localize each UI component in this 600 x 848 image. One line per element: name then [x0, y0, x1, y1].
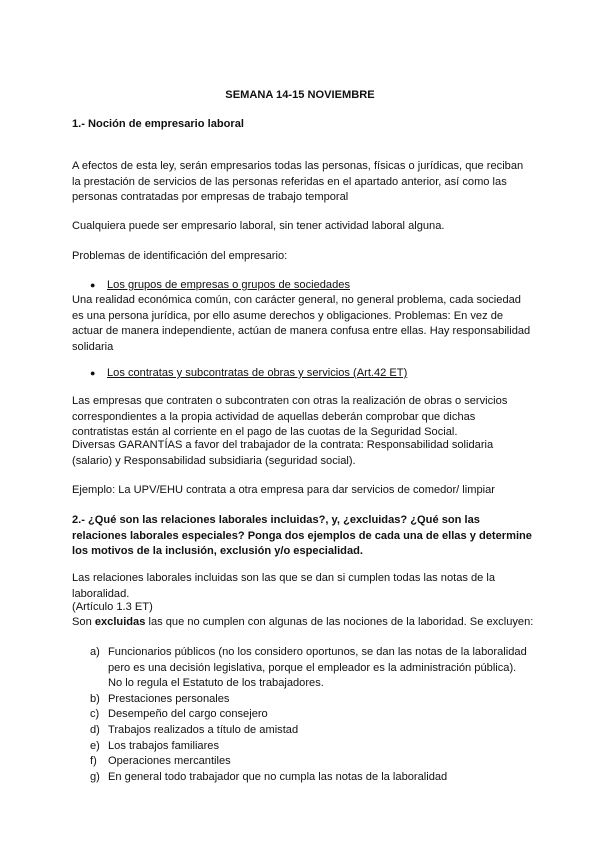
- section1-para3: Problemas de identificación del empresario:: [72, 250, 288, 262]
- bullet-label: Los contratas y subcontratas de obras y servicios (Art.42 ET): [107, 367, 408, 379]
- list-item-text: Trabajos realizados a título de amistad: [108, 723, 299, 736]
- list-item: [90, 739, 530, 755]
- bullet-icon: ●: [90, 368, 96, 378]
- list-marker: a): [90, 646, 100, 658]
- section1-para2: Cualquiera puede ser empresario laboral, sin tener actividad laboral alguna.: [72, 220, 445, 232]
- example-text: Ejemplo: La UPV/EHU contrata a otra empresa para dar servicios de comedor/ limpiar: [72, 484, 495, 496]
- bullet-label: Los grupos de empresas o grupos de sociedades: [107, 279, 350, 291]
- list-item-text: Funcionarios públicos (no los considero oportunos, se dan las notas de la laboralidad pero es una decisión legislativa, porque el empleador es la administración pública). No lo regula el Estatuto de los trabajadores.: [108, 646, 527, 690]
- list-item-text: Prestaciones personales: [108, 692, 230, 705]
- list-item: [90, 770, 530, 786]
- section2-heading: 2.- ¿Qué son las relaciones laborales incluidas?, y, ¿excluidas? ¿Qué son las relaciones laborales especiales? Ponga dos ejemplos de cada una de ellas y determine los motivos de la inclusión, exclusión y/o especialidad.: [72, 514, 532, 558]
- bullet2-text: Las empresas que contraten o subcontraten con otras la realización de obras o servicios correspondientes a la propia actividad de aquellas deberán comprobar que dichas contratistas están al corriente en el pago de las cuotas de la Seguridad Social.: [72, 395, 508, 439]
- list-marker: c): [90, 708, 100, 721]
- list-marker: b): [90, 692, 100, 705]
- section1-para1: A efectos de esta ley, serán empresarios todas las personas, físicas o jurídicas, que reciban la prestación de servicios de las personas referidas en el apartado anterior, así como las personas contratadas por empresas de trabajo temporal: [72, 160, 524, 204]
- list-item: [90, 707, 530, 723]
- list-item: [90, 692, 530, 708]
- list-marker: f): [90, 755, 97, 768]
- exclusions-list: [90, 645, 530, 785]
- list-item-text: Desempeño del cargo consejero: [108, 708, 268, 721]
- list-item: [90, 754, 530, 770]
- exclusion-intro: [72, 615, 534, 631]
- page-title: SEMANA 14-15 NOVIEMBRE: [225, 89, 375, 101]
- section2-ref: (Artículo 1.3 ET): [72, 601, 153, 613]
- list-item-text: En general todo trabajador que no cumpla las notas de la laboralidad: [108, 770, 448, 783]
- exclusion-rest: las que no cumplen con algunas de las nociones de la laboridad. Se excluyen:: [145, 616, 534, 628]
- list-item: [90, 723, 530, 739]
- bullet-icon: ●: [90, 280, 96, 290]
- section2-para1: Las relaciones laborales incluidas son las que se dan si cumplen todas las notas de la laboralidad.: [72, 572, 496, 600]
- exclusion-keyword: excluidas: [94, 616, 146, 628]
- bullet2-text2: Diversas GARANTÍAS a favor del trabajador de la contrata: Responsabilidad solidaria (salario) y Responsabilidad subsidiaria (seguridad social).: [72, 439, 494, 467]
- list-marker: e): [90, 739, 100, 752]
- bullet1-text: Una realidad económica común, con carácter general, no general problema, cada sociedad es una persona jurídica, por ello asume derechos y obligaciones. Problemas: En vez de actuar de manera independiente, actúan de manera confusa entre ellas. Hay responsabilidad solidaria: [72, 294, 531, 353]
- list-item-text: Los trabajos familiares: [108, 739, 219, 752]
- list-marker: d): [90, 723, 100, 736]
- list-item-text: Operaciones mercantiles: [108, 755, 231, 768]
- section1-heading: 1.- Noción de empresario laboral: [72, 118, 245, 130]
- list-item: [90, 645, 530, 692]
- exclusion-prefix: Son: [72, 616, 95, 628]
- list-marker: g): [90, 770, 100, 783]
